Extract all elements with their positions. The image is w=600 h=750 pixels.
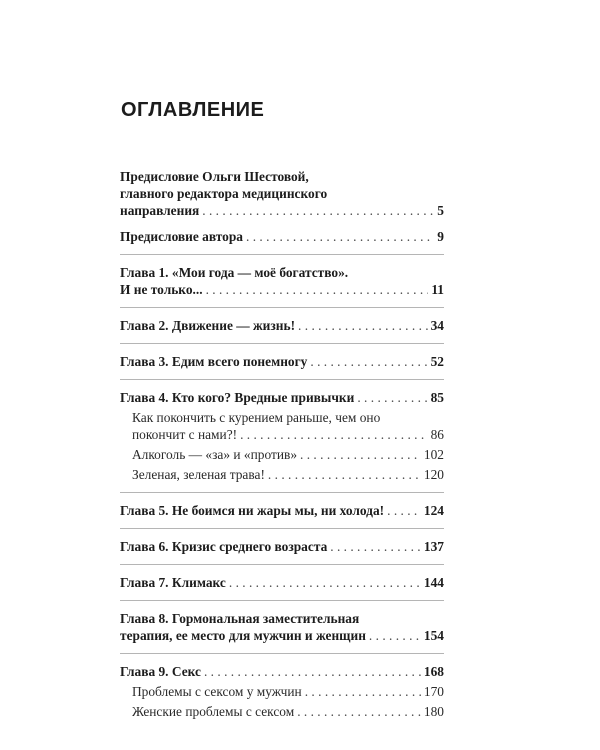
toc-entry-chapter-6[interactable] xyxy=(120,538,444,555)
toc-page-number: 11 xyxy=(431,282,444,297)
toc-line xyxy=(120,426,444,443)
toc-entry-chapter-1[interactable] xyxy=(120,264,444,298)
toc-entry-text: Предисловие Ольги Шестовой, xyxy=(120,169,309,184)
toc-line xyxy=(120,389,444,406)
toc-line xyxy=(120,353,444,370)
toc-line xyxy=(120,627,444,644)
toc-entry-text: Глава 8. Гормональная заместительная xyxy=(120,611,360,626)
dot-leader xyxy=(357,389,427,406)
dot-leader xyxy=(297,703,421,720)
toc-line xyxy=(120,202,444,219)
dot-leader xyxy=(369,627,421,644)
toc-page-number: 137 xyxy=(423,539,444,554)
page-title: ОГЛАВЛЕНИЕ xyxy=(121,99,265,121)
toc-entry-preface-author[interactable] xyxy=(120,228,444,245)
dot-leader xyxy=(206,281,429,298)
toc-entry-text: Глава 5. Не боимся ни жары мы, ни холода! xyxy=(120,503,385,518)
toc-line xyxy=(120,466,444,483)
toc-entry-preface-shestova[interactable] xyxy=(120,168,444,219)
toc-entry-text: Женские проблемы с сексом xyxy=(132,704,295,719)
toc-page-number: 102 xyxy=(423,447,444,462)
toc-entry-chapter-8[interactable] xyxy=(120,610,444,644)
toc-line xyxy=(120,264,444,281)
toc-page-number: 120 xyxy=(423,467,444,482)
toc-entry-chapter-3[interactable] xyxy=(120,353,444,370)
toc-line xyxy=(120,409,444,426)
toc-entry-text: Глава 3. Едим всего понемногу xyxy=(120,354,308,369)
dot-leader xyxy=(300,446,421,463)
toc-line xyxy=(120,683,444,700)
toc-entry-chapter-4[interactable] xyxy=(120,389,444,406)
toc-page-number: 34 xyxy=(430,318,444,333)
toc-entry-women-problems[interactable] xyxy=(120,703,444,720)
toc-page-number: 86 xyxy=(430,427,444,442)
dot-leader xyxy=(204,663,421,680)
toc-line xyxy=(120,168,444,185)
toc-entry-text: Зеленая, зеленая трава! xyxy=(132,467,265,482)
toc-line xyxy=(120,574,444,591)
dot-leader xyxy=(387,502,421,519)
toc-entry-chapter-7[interactable] xyxy=(120,574,444,591)
toc-line xyxy=(120,228,444,245)
toc-line xyxy=(120,610,444,627)
dot-leader xyxy=(229,574,421,591)
toc-entry-text: Глава 1. «Мои года — моё богатство». xyxy=(120,265,349,280)
dot-leader xyxy=(240,426,428,443)
toc-entry-text: Глава 2. Движение — жизнь! xyxy=(120,318,296,333)
dot-leader xyxy=(202,202,434,219)
toc-entry-text: терапия, ее место для мужчин и женщин xyxy=(120,628,366,643)
toc-entry-text: Глава 9. Секс xyxy=(120,664,201,679)
toc-line xyxy=(120,317,444,334)
toc-entry-chapter-5[interactable] xyxy=(120,502,444,519)
toc-entry-text: И не только... xyxy=(120,282,203,297)
toc-page-number: 85 xyxy=(430,390,444,405)
toc-line xyxy=(120,446,444,463)
toc-line xyxy=(120,185,444,202)
toc-entry-green-grass[interactable] xyxy=(120,466,444,483)
toc-page-number: 170 xyxy=(423,684,444,699)
dot-leader xyxy=(310,353,427,370)
toc-page-number: 154 xyxy=(423,628,444,643)
toc-entry-men-problems[interactable] xyxy=(120,683,444,700)
dot-leader xyxy=(246,228,434,245)
dot-leader xyxy=(305,683,421,700)
toc-line xyxy=(120,538,444,555)
toc-page-number: 124 xyxy=(423,503,444,518)
toc-page-number: 9 xyxy=(437,229,444,244)
toc-page-number: 168 xyxy=(423,664,444,679)
toc-entry-text: Проблемы с сексом у мужчин xyxy=(132,684,302,699)
toc-entry-chapter-2[interactable] xyxy=(120,317,444,334)
toc-page-number: 52 xyxy=(430,354,444,369)
dot-leader xyxy=(268,466,421,483)
toc-entry-text: направления xyxy=(120,203,200,218)
dot-leader xyxy=(298,317,428,334)
toc-page-number: 180 xyxy=(423,704,444,719)
toc-entry-text: Алкоголь — «за» и «против» xyxy=(132,447,298,462)
dot-leader xyxy=(330,538,421,555)
toc-entry-text: главного редактора медицинского xyxy=(120,186,328,201)
toc-page-number: 5 xyxy=(437,203,444,218)
toc-entry-smoking[interactable] xyxy=(120,409,444,443)
toc-line xyxy=(120,663,444,680)
toc-entry-text: Глава 7. Климакс xyxy=(120,575,226,590)
toc-entry-chapter-9[interactable] xyxy=(120,663,444,680)
toc-page-number: 144 xyxy=(423,575,444,590)
toc-entry-alcohol[interactable] xyxy=(120,446,444,463)
toc-entry-text: Как покончить с курением раньше, чем оно xyxy=(132,410,381,425)
toc-line xyxy=(120,703,444,720)
toc-entry-text: Глава 6. Кризис среднего возраста xyxy=(120,539,328,554)
table-of-contents xyxy=(120,168,444,720)
toc-entry-text: покончит с нами?! xyxy=(132,427,238,442)
toc-line xyxy=(120,502,444,519)
toc-entry-text: Предисловие автора xyxy=(120,229,244,244)
toc-line xyxy=(120,281,444,298)
toc-entry-text: Глава 4. Кто кого? Вредные привычки xyxy=(120,390,355,405)
